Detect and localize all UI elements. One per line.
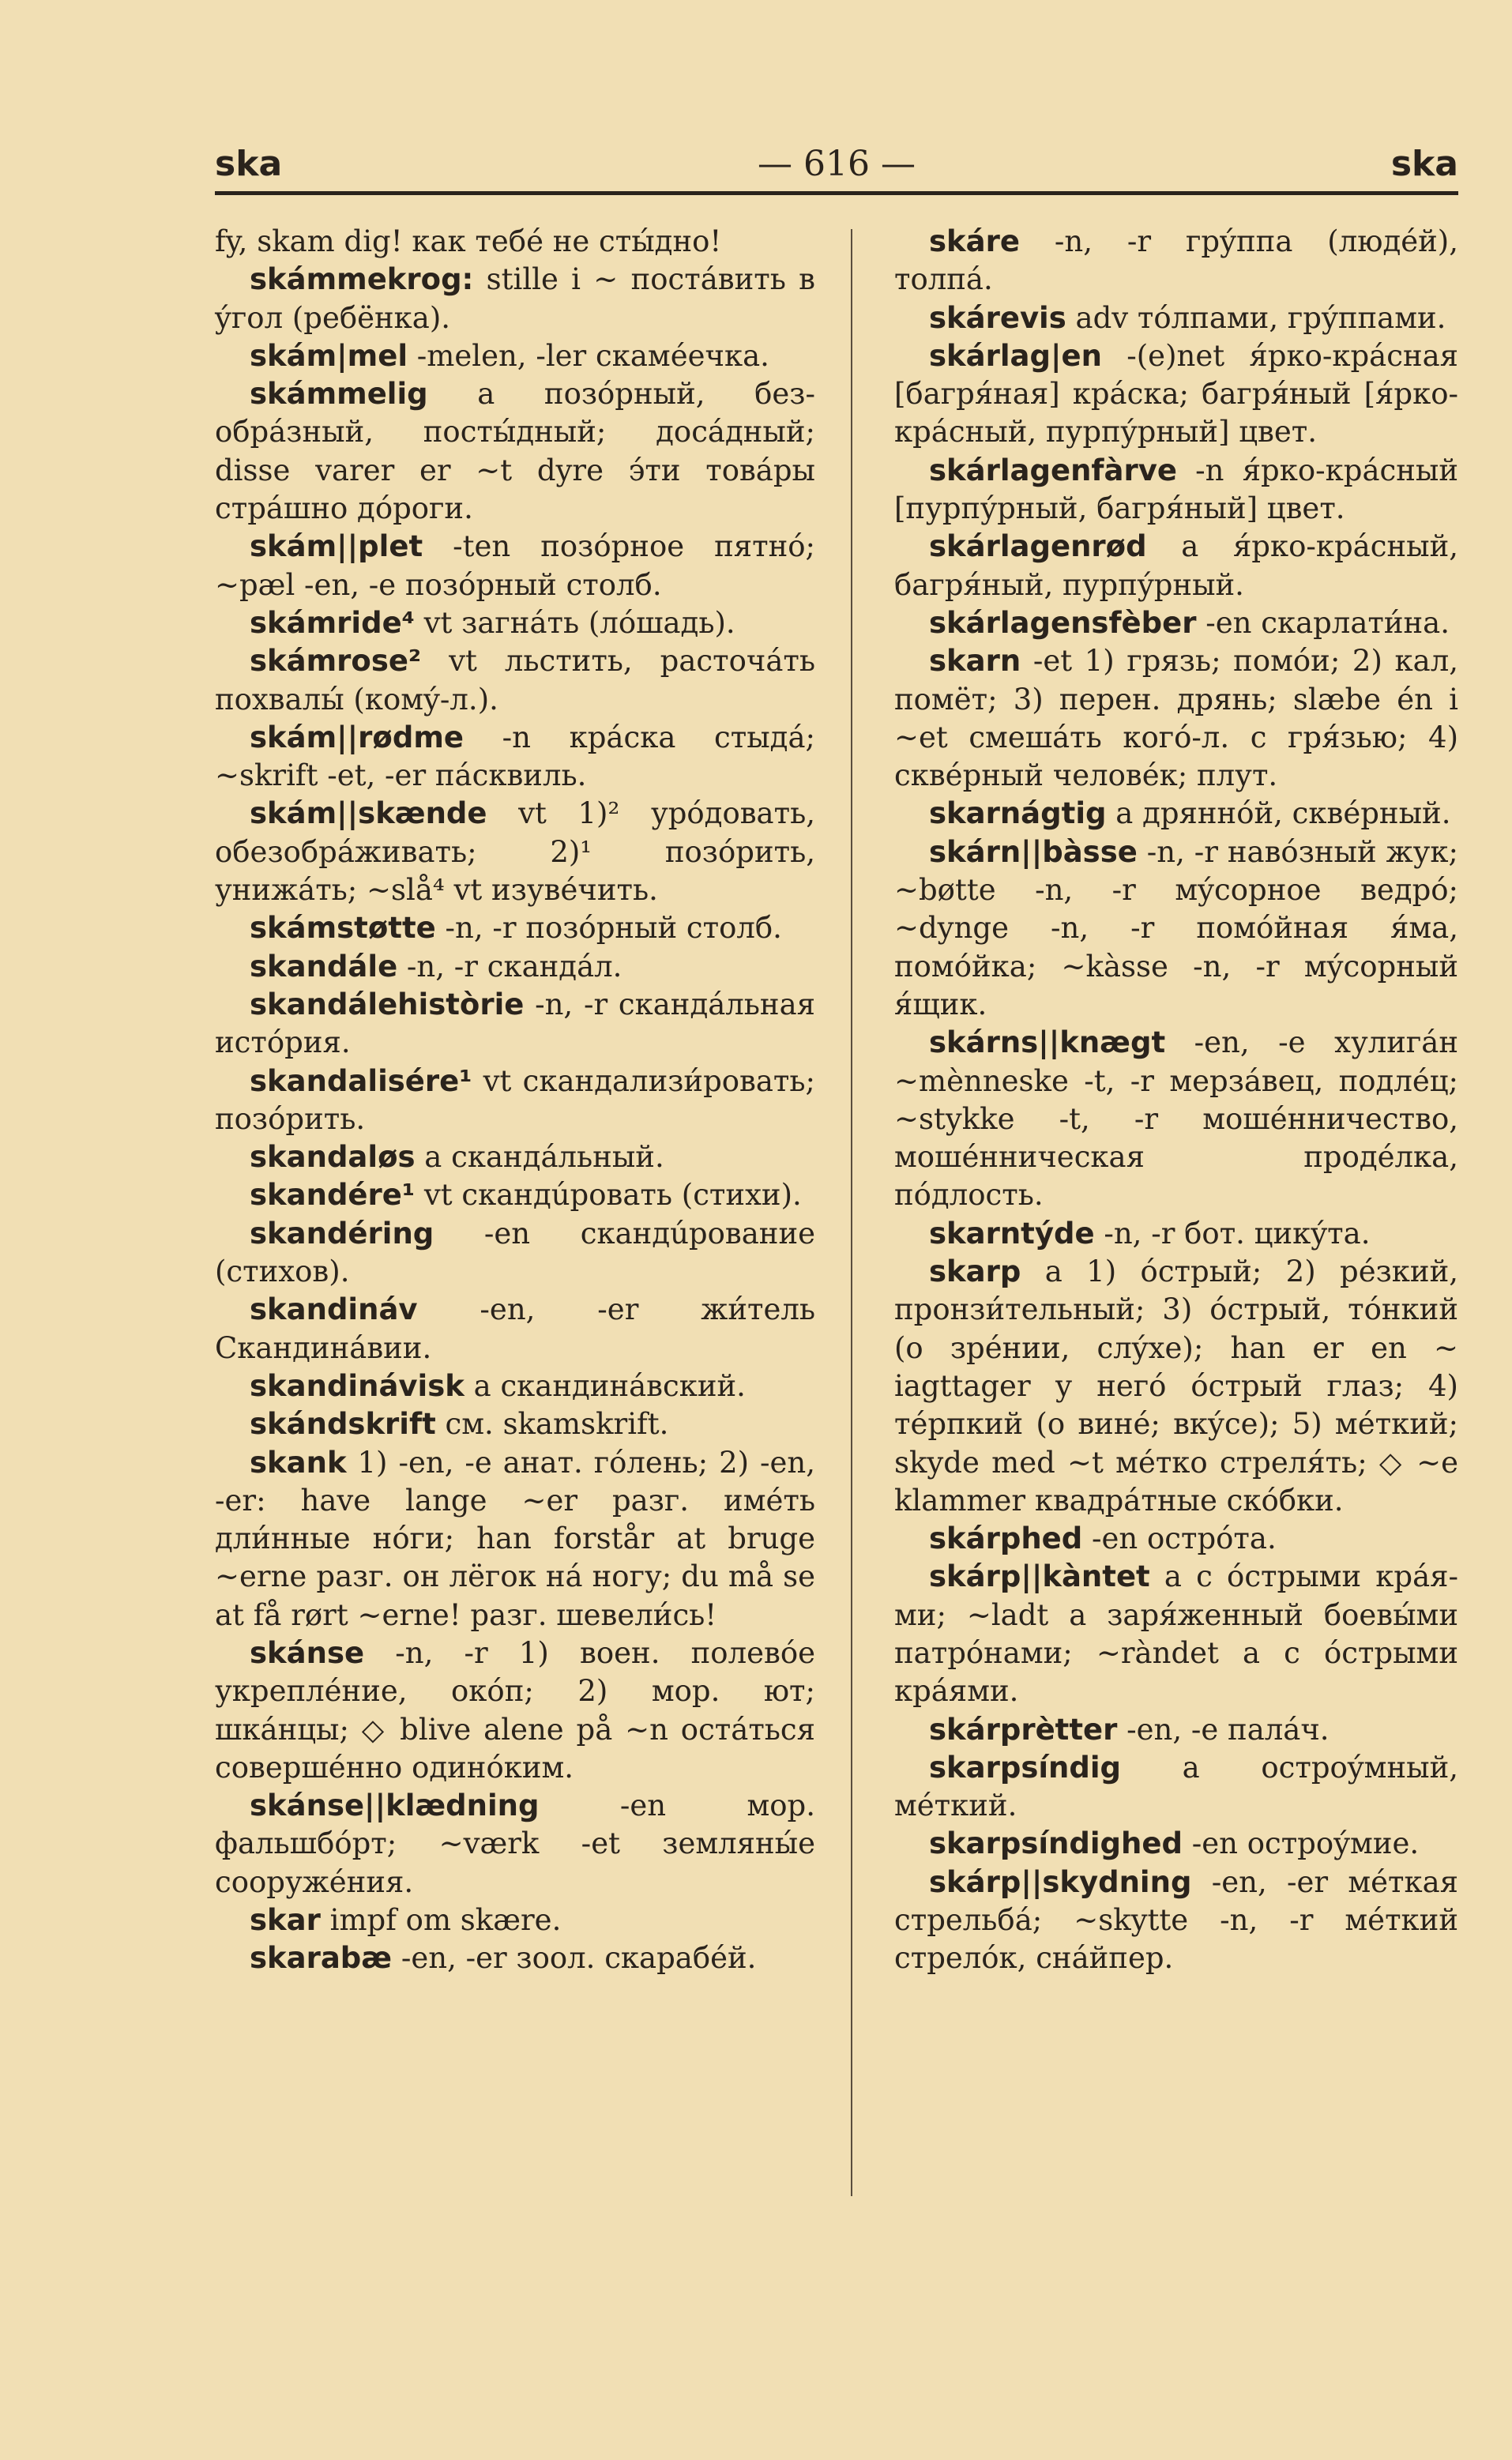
entry-headword: skámride⁴ bbox=[250, 605, 415, 640]
dictionary-entry bbox=[894, 1749, 1458, 1826]
entry-headword: skárp||kàntet bbox=[929, 1559, 1150, 1594]
dictionary-entry bbox=[894, 337, 1458, 452]
entry-headword: skar bbox=[250, 1903, 321, 1938]
entry-headword: skándskrift bbox=[250, 1407, 436, 1442]
entry-text: -en, -er зоол. скарабéй. bbox=[392, 1941, 757, 1976]
entry-headword: skarpsíndighed bbox=[929, 1826, 1183, 1861]
entry-headword: skánse||klædning bbox=[250, 1789, 540, 1823]
entry-headword: skárlagenrød bbox=[929, 529, 1147, 564]
entry-text: -n крáска стыдá; ~skrift -et, -er пáсквиль. bbox=[215, 720, 815, 793]
entry-headword: skandaløs bbox=[250, 1140, 416, 1175]
dictionary-entry bbox=[215, 528, 815, 604]
entry-text: -n, -r грýппа (людéй), толпá. bbox=[894, 224, 1458, 297]
entry-text: -et 1) грязь; помóи; 2) кал, помёт; 3) перен. дрянь; slæbe én i ~et смешáть когó-л. с гря́зью; 4) сквéрный человéк; плут. bbox=[894, 644, 1458, 793]
entry-text: -ten позóрное пятнó; ~pæl -en, -e позóрный столб. bbox=[215, 529, 815, 602]
entry-headword: skandinávisk bbox=[250, 1368, 465, 1403]
entry-headword: skandalisére¹ bbox=[250, 1063, 472, 1098]
dictionary-entry bbox=[894, 1024, 1458, 1214]
entry-text: -en мор. фальшбóрт; ~værk -et земляны́е сооружéния. bbox=[215, 1789, 815, 1899]
entry-text: 1) -en, -e анат. гóлень; 2) -en, -er: have lange ~er разг. имéть дли́нные нóги; han forstår at bruge ~erne разг. он лёгок нá ногу; du må se at få rørt ~erne! разг. шевели́сь! bbox=[215, 1445, 815, 1632]
entry-headword: skám||plet bbox=[250, 529, 423, 564]
entry-text: a скандинáвский. bbox=[464, 1368, 746, 1403]
dictionary-entry bbox=[894, 1825, 1458, 1863]
entry-headword: skárlag|en bbox=[929, 338, 1102, 373]
entry-headword: skandére¹ bbox=[250, 1178, 416, 1213]
entry-headword: skarnágtig bbox=[929, 796, 1107, 831]
dictionary-entry bbox=[894, 1711, 1458, 1749]
dictionary-entry bbox=[215, 1176, 815, 1214]
entry-text: a скандáльный. bbox=[415, 1140, 664, 1175]
left-column bbox=[215, 223, 815, 1978]
entry-text: -n, -r позóрный столб. bbox=[435, 911, 782, 946]
dictionary-entry bbox=[215, 719, 815, 796]
entry-text: см. skamskrift. bbox=[435, 1407, 669, 1442]
entry-headword: skáre bbox=[929, 224, 1020, 258]
page-header bbox=[215, 141, 1458, 196]
entry-text: -en скарлати́на. bbox=[1196, 605, 1450, 640]
entry-text: -melen, -ler скамéечка. bbox=[408, 338, 769, 373]
dictionary-entry bbox=[894, 604, 1458, 642]
entry-text: stille i ~ постáвить в ýгол (ребёнка). bbox=[215, 262, 815, 335]
dictionary-entry bbox=[894, 642, 1458, 795]
entry-headword: skarp bbox=[929, 1254, 1021, 1289]
entry-text: -(e)net я́рко-крáсная [багря́ная] крáска; багря́ный [я́рко-крáсный, пурпýрный] цвет. bbox=[894, 338, 1458, 449]
dictionary-entry bbox=[894, 1558, 1458, 1710]
dictionary-entry bbox=[894, 299, 1458, 337]
entry-headword: skámmekrog: bbox=[250, 262, 474, 297]
dictionary-entry bbox=[215, 1444, 815, 1634]
dictionary-entry bbox=[215, 1405, 815, 1443]
entry-headword: skám||skænde bbox=[250, 796, 487, 831]
dictionary-entry bbox=[894, 1253, 1458, 1520]
entry-headword: skárns||knægt bbox=[929, 1025, 1166, 1060]
entry-text: -n, -r скандáл. bbox=[397, 949, 622, 984]
dictionary-entry bbox=[215, 1063, 815, 1139]
entry-text: vt льстить, расточáть похвалы́ (комý-л.). bbox=[215, 644, 815, 717]
entry-headword: skámrose² bbox=[250, 644, 422, 679]
running-headword-left: ska bbox=[215, 144, 283, 184]
entry-headword: skarn bbox=[929, 644, 1021, 679]
entry-headword: skandále bbox=[250, 949, 398, 984]
dictionary-entry bbox=[215, 1367, 815, 1405]
entry-text: adv тóлпами, грýппами. bbox=[1066, 300, 1446, 335]
entry-headword: skárevis bbox=[929, 300, 1066, 335]
entry-headword: skárp||skydning bbox=[929, 1864, 1192, 1899]
dictionary-entry bbox=[215, 1939, 815, 1977]
column-divider bbox=[851, 229, 852, 2196]
entry-text: a 1) óстрый; 2) рéзкий, пронзи́тельный; 3) óстрый, тóнкий (о зрéнии, слýхе); han er en ~ iagttager у негó óстрый глаз; 4) тéрпкий (о винé; вкýсе); 5) мéткий; skyde med ~t мéтко стреля́ть; ◇ ~e klammer квадрáтные скóбки. bbox=[894, 1254, 1458, 1518]
header-rule bbox=[215, 191, 1458, 195]
entry-headword: skánse bbox=[250, 1635, 365, 1670]
entry-headword: skarabæ bbox=[250, 1941, 393, 1976]
entry-headword: skárlagensfèber bbox=[929, 605, 1197, 640]
entry-text: -en, -e хулигáн ~mènneske -t, -r мерзáвец, подлéц; ~stykke -t, -r мошéнничество, мошéнническая продéлка, пóдлость. bbox=[894, 1025, 1458, 1213]
entry-text: vt загнáть (лóшадь). bbox=[414, 605, 735, 640]
dictionary-entry bbox=[894, 1864, 1458, 1978]
dictionary-entry bbox=[215, 1291, 815, 1367]
dictionary-entry bbox=[215, 986, 815, 1063]
dictionary-entry bbox=[215, 375, 815, 528]
dictionary-entry bbox=[215, 261, 815, 337]
entry-headword: skám||rødme bbox=[250, 720, 464, 754]
dictionary-entry bbox=[894, 833, 1458, 1024]
entry-text: -en, -er мéткая стрельбá; ~skytte -n, -r мéткий стрелóк, снáйпер. bbox=[894, 1864, 1458, 1976]
entry-text: vt скандúровать (стихи). bbox=[415, 1178, 802, 1213]
entry-text: -n, -r бот. цикýта. bbox=[1094, 1216, 1371, 1251]
entry-headword: skárphed bbox=[929, 1522, 1083, 1556]
entry-headword: skandéring bbox=[250, 1216, 434, 1251]
dictionary-entry bbox=[215, 1634, 815, 1787]
dictionary-entry bbox=[215, 909, 815, 947]
entry-headword: skárn||bàsse bbox=[929, 834, 1138, 869]
dictionary-entry bbox=[215, 642, 815, 719]
running-headword-right: ska bbox=[1390, 144, 1458, 184]
entry-text: a остроýмный, мéткий. bbox=[894, 1750, 1458, 1823]
entry-text: vt скандализи́ровать; позóрить. bbox=[215, 1063, 815, 1136]
entry-headword: skandináv bbox=[250, 1292, 418, 1327]
entry-text: a я́рко-крáсный, багря́ный, пурпýрный. bbox=[894, 529, 1458, 602]
dictionary-entry bbox=[215, 948, 815, 986]
entry-headword: skámmelig bbox=[250, 377, 428, 412]
dictionary-entry bbox=[894, 795, 1458, 833]
entry-headword: skámstøtte bbox=[250, 911, 436, 946]
entry-text: -en остроýмие. bbox=[1182, 1826, 1420, 1861]
entry-text: a дряннóй, сквéрный. bbox=[1106, 796, 1451, 831]
entry-text: -en скандúрование (стихов). bbox=[215, 1216, 815, 1289]
entry-text: -n я́рко-крáсный [пурпýрный, багря́ный] цвет. bbox=[894, 453, 1458, 526]
entry-text: -en, -e палáч. bbox=[1117, 1712, 1330, 1747]
entry-text: -en, -er жи́тель Скандинáвии. bbox=[215, 1292, 815, 1365]
right-column bbox=[894, 223, 1458, 1978]
dictionary-entry bbox=[215, 795, 815, 909]
page-number: — 616 — bbox=[758, 144, 916, 184]
entry-headword: skarpsíndig bbox=[929, 1750, 1122, 1785]
dictionary-entry bbox=[215, 1215, 815, 1292]
entry-text: a позóрный, безобрáзный, посты́дный; досáдный; disse varer er ~t dyre э́ти товáры стрáшно дóроги. bbox=[215, 377, 815, 526]
entry-text: a с óстрыми кра́ями; ~ladt a заря́женный боевы́ми патрóнами; ~ràndet a с óстрыми кра́ями. bbox=[894, 1559, 1458, 1709]
dictionary-entry bbox=[215, 1138, 815, 1176]
dictionary-entry bbox=[894, 452, 1458, 528]
entry-text: -n, -r навóзный жук; ~bøtte -n, -r мýсорное ведрó; ~dynge -n, -r помóйная я́ма, помóйка; ~kàsse -n, -r мýсорный я́щик. bbox=[894, 834, 1458, 1021]
entry-headword: skárlagenfàrve bbox=[929, 453, 1177, 487]
entry-text: -n, -r 1) воен. полевóе укреплéние, окóп; 2) мор. ют; шкáнцы; ◇ blive alene på ~n остáться совершéнно одинóким. bbox=[215, 1635, 815, 1785]
dictionary-entry bbox=[894, 223, 1458, 299]
entry-headword: skandálehistòrie bbox=[250, 987, 525, 1021]
entry-headword: skarntýde bbox=[929, 1216, 1095, 1251]
entry-headword: skám|mel bbox=[250, 338, 408, 373]
dictionary-entry bbox=[215, 1787, 815, 1901]
entry-text: -n, -r скандáльная истóрия. bbox=[215, 987, 815, 1060]
dictionary-entry bbox=[894, 1215, 1458, 1253]
entry-text: -en острóта. bbox=[1082, 1522, 1277, 1556]
entry-headword: skárprètter bbox=[929, 1712, 1118, 1747]
dictionary-entry bbox=[215, 604, 815, 642]
entry-text: fy, skam dig! как тебé не сты́дно! bbox=[215, 224, 722, 258]
dictionary-entry bbox=[215, 1901, 815, 1939]
entry-text: impf om skære. bbox=[320, 1903, 562, 1938]
entry-headword: skank bbox=[250, 1445, 347, 1480]
dictionary-entry bbox=[215, 223, 815, 261]
entry-text: vt 1)² урóдовать, обезобрáживать; 2)¹ позóрить, унижáть; ~slå⁴ vt изувéчить. bbox=[215, 796, 815, 908]
dictionary-entry bbox=[215, 337, 815, 375]
dictionary-entry bbox=[894, 1520, 1458, 1558]
dictionary-entry bbox=[894, 528, 1458, 604]
